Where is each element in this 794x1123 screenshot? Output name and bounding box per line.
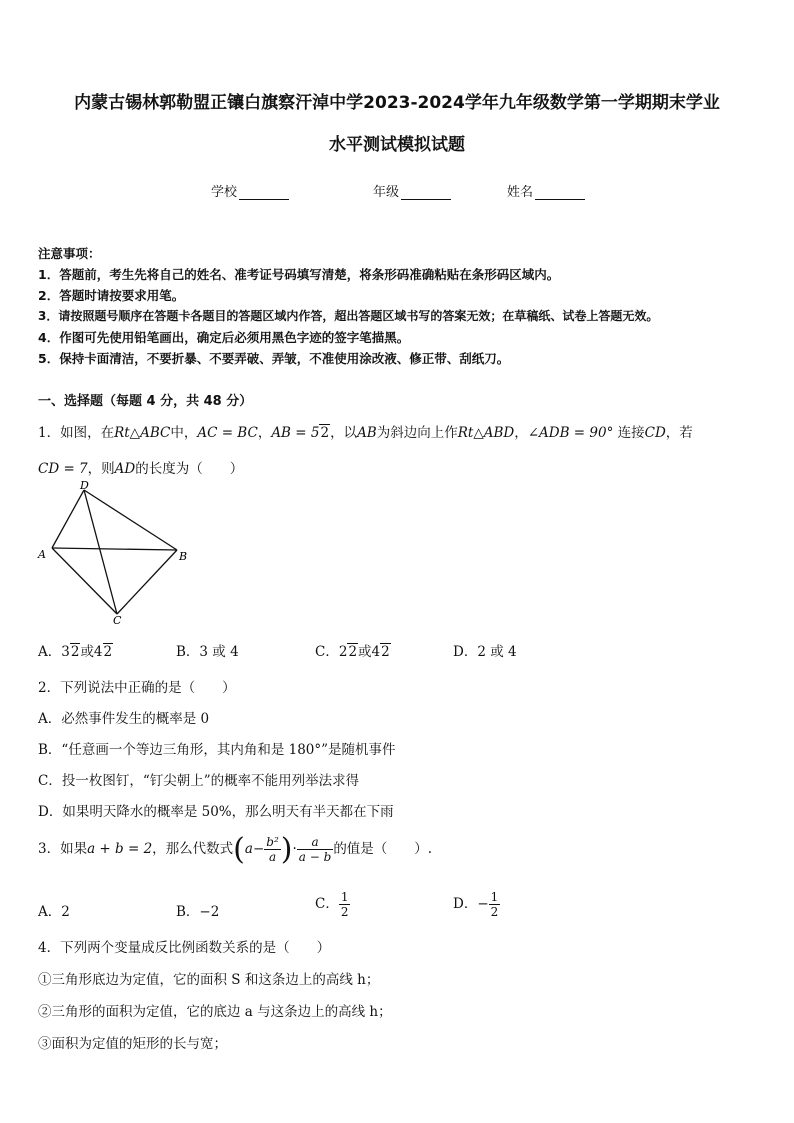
q2-option-b[interactable]: B．“任意画一个等边三角形，其内角和是 180°”是随机事件 xyxy=(38,742,396,758)
q1-option-b[interactable]: B．3 或 4 xyxy=(176,644,239,660)
name-field: 姓名 xyxy=(507,181,585,200)
q1-option-c[interactable]: C．22或42 xyxy=(315,644,390,660)
q1-figure xyxy=(34,478,194,628)
exam-title-line1: 内蒙古锡林郭勒盟正镶白旗察汗淖中学2023-2024学年九年级数学第一学期期末学业 xyxy=(74,93,720,113)
q4-stem: 4．下列两个变量成反比例函数关系的是（ ） xyxy=(38,940,331,956)
notice-heading: 注意事项： xyxy=(38,246,101,261)
q4-item-3: ③面积为定值的矩形的长与宽； xyxy=(38,1036,227,1052)
q3-option-b[interactable]: B．−2 xyxy=(176,904,220,920)
segment-ac xyxy=(52,548,117,614)
q4-item-1: ①三角形底边为定值，它的面积 S 和这条边上的高线 h； xyxy=(38,972,380,988)
q1-stem-line2: CD = 7，则AD的长度为（ ） xyxy=(38,461,244,477)
notice-item: 5．保持卡面清洁，不要折暴、不要弄破、弄皱，不准使用涂改液、修正带、刮纸刀。 xyxy=(38,351,510,366)
q2-option-d[interactable]: D．如果明天降水的概率是 50%，那么明天有半天都在下雨 xyxy=(38,804,394,820)
label-c: C xyxy=(113,614,122,627)
notice-item: 2．答题时请按要求用笔。 xyxy=(38,288,185,303)
segment-ab xyxy=(52,548,177,550)
q3-option-d[interactable]: D．− $\frac{1}{2}$ xyxy=(453,890,499,919)
q1-stem-line1: 1．如图，在Rt△ABC中，AC = BC，AB = 52，以AB为斜边向上作Rt△ABD，∠ADB = 90° 连接CD，若 xyxy=(38,425,693,441)
q2-option-c[interactable]: C．投一枚图钉，“钉尖朝上”的概率不能用列举法求得 xyxy=(38,773,360,789)
q3-option-a[interactable]: A．2 xyxy=(38,904,70,920)
q2-stem: 2．下列说法中正确的是（ ） xyxy=(38,680,236,696)
q1-option-a[interactable]: A．32或42 xyxy=(38,644,113,660)
grade-field: 年级 xyxy=(373,181,451,200)
segment-bc xyxy=(117,550,177,614)
exam-title-line2: 水平测试模拟试题 xyxy=(329,135,465,155)
label-d: D xyxy=(80,479,89,492)
label-a: A xyxy=(38,548,46,561)
notice-item: 4．作图可先使用铅笔画出，确定后必须用黑色字迹的签字笔描黑。 xyxy=(38,330,410,345)
notice-item: 3．请按照题号顺序在答题卡各题目的答题区域内作答，超出答题区域书写的答案无效；在草稿纸、试卷上答题无效。 xyxy=(38,309,659,323)
q2-option-a[interactable]: A．必然事件发生的概率是 0 xyxy=(38,711,210,727)
section-heading: 一、选择题（每题 4 分，共 48 分） xyxy=(38,394,253,409)
notice-item: 1．答题前，考生先将自己的姓名、准考证号码填写清楚，将条形码准确粘贴在条形码区域内。 xyxy=(38,267,560,282)
q3-stem: 3．如果a + b = 2，那么代数式(a− $\frac{\text{b²}}{a}$ )· $\frac{a}{a - b}$ 的值是（ ）. xyxy=(38,832,433,867)
label-b: B xyxy=(179,550,188,563)
q3-option-c[interactable]: C． $\frac{1}{2}$ xyxy=(315,890,349,919)
segment-ad xyxy=(52,490,84,548)
q1-option-d[interactable]: D．2 或 4 xyxy=(453,644,517,660)
school-field: 学校 xyxy=(211,181,289,200)
q4-item-2: ②三角形的面积为定值，它的底边 a 与这条边上的高线 h； xyxy=(38,1004,392,1020)
